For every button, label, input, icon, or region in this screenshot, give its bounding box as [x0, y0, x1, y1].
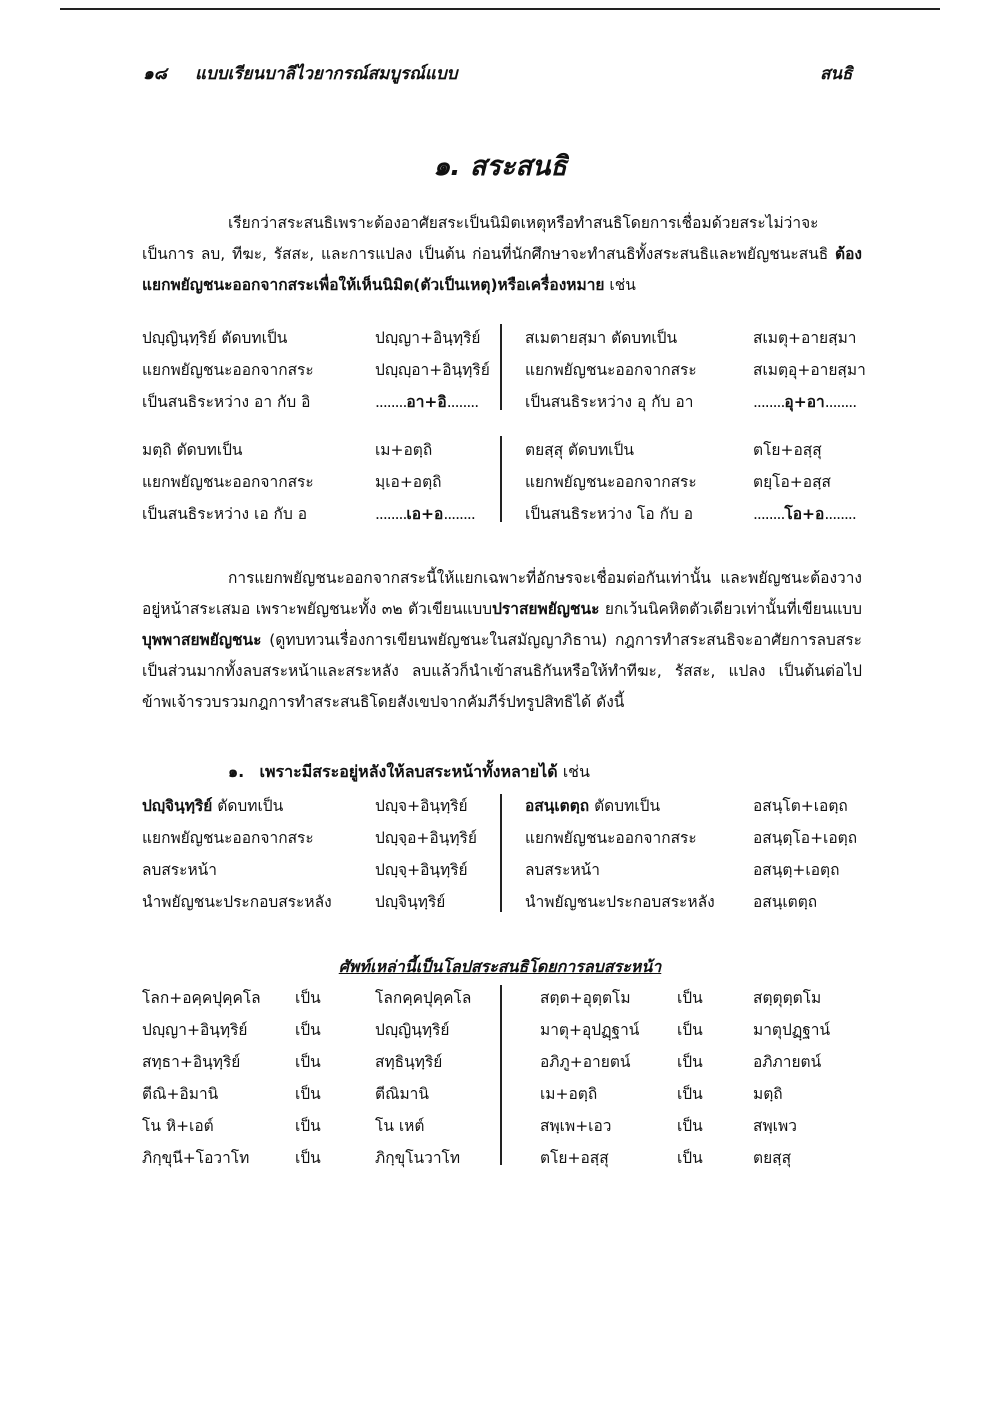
word-result: โน เหต์ [375, 1117, 425, 1135]
word-becomes: เป็น [677, 1117, 703, 1135]
word-becomes: เป็น [295, 1021, 321, 1039]
intro-text: เรียกว่าสระสนธิเพราะต้องอาศัยสระเป็นนิมิตเหตุหรือทำสนธิโดยการเชื่อมด้วยสระไม่ว่าจะเป็นการ ลบ, ทีฆะ, รัสสะ, และการแปลง เป็นต้น ก่อนที่นักศึกษาจะทำสนธิทั้งสระสนธิและพยัญชนะสนธิ [142, 214, 836, 263]
word-result: มาตุปฏฺฐาน์ [753, 1021, 831, 1039]
dots: ........ [753, 505, 785, 523]
rule-value: ปญฺจินฺทฺริย์ [375, 893, 446, 911]
rule-value: อสนฺตฺโอ+เอตฺถ [753, 829, 858, 847]
intro-bold: ต้องแยกพยัญชนะออกจากสระเพื่อให้เห็นนิมิต(ตัวเป็นเหตุ)หรือเครื่องหมาย [142, 245, 862, 294]
intro-paragraph [142, 208, 862, 301]
word-becomes: เป็น [295, 1053, 321, 1071]
rule-value: อสนฺตฺ+เอตฺถ [753, 861, 840, 879]
book-title: แบบเรียนบาลีไวยากรณ์สมบูรณ์แบบ [195, 64, 458, 84]
word-source: ตโย+อสฺสุ [540, 1149, 609, 1167]
example-step: ปญฺญินฺทฺริย์ ตัดบทเป็น [142, 329, 288, 347]
word-becomes: เป็น [295, 989, 321, 1007]
word-source: ภิกฺขุนี+โอวาโท [142, 1149, 250, 1167]
example-pair [375, 392, 478, 412]
example-step: แยกพยัญชนะออกจากสระ [525, 361, 697, 379]
dots: ........ [446, 393, 479, 411]
word-becomes: เป็น [677, 1085, 703, 1103]
word-result: ตยสฺสุ [753, 1149, 792, 1167]
word-becomes: เป็น [295, 1085, 321, 1103]
body-bold: ปราสยพยัญชนะ [492, 600, 600, 618]
word-result: ตีณิมานิ [375, 1085, 429, 1103]
dots: ........ [824, 393, 857, 411]
example-step: สเมตายสฺมา ตัดบทเป็น [525, 329, 678, 347]
word-source: ตีณิ+อิมานิ [142, 1085, 219, 1103]
body-text: (ดูทบทวนเรื่องการเขียนพยัญชนะในสมัญญาภิธาน) กฎการทำสระสนธิจะอาศัยการลบสระเป็นส่วนมากทั้งลบสระหน้าและสระหลัง ลบแล้วก็นำเข้าสนธิกันหรือให้ทำทีฆะ, รัสสะ, แปลง เป็นต้นต่อไป ข้าพเจ้ารวบรวมกฎการทำสระสนธิโดยสังเขปจากคัมภีร์ปทรูปสิทธิได้ ดังนี้ [142, 631, 862, 711]
body-bold: บุพพาสยพยัญชนะ [142, 631, 262, 649]
rule-suffix: เช่น [562, 762, 590, 781]
top-rule [60, 8, 940, 10]
example-value: สเมตุ+อายสฺมา [753, 329, 857, 347]
rule-value: ปญฺจฺ+อินฺทฺริย์ [375, 861, 468, 879]
word-becomes: เป็น [677, 1021, 703, 1039]
rule-step-text: ตัดบทเป็น [212, 797, 284, 815]
example-step: แยกพยัญชนะออกจากสระ [525, 473, 697, 491]
rule-step: นำพยัญชนะประกอบสระหลัง [142, 893, 332, 911]
example-value: มฺเอ+อตฺถิ [375, 473, 442, 491]
word-source: โลก+อคฺคปุคฺคโล [142, 989, 261, 1007]
divider [500, 794, 502, 912]
divider [500, 324, 502, 410]
example-step: เป็นสนธิระหว่าง โอ กับ อ [525, 505, 694, 523]
rule-step: ลบสระหน้า [142, 861, 217, 879]
word-list-heading: ศัพท์เหล่านี้เป็นโลปสระสนธิโดยการลบสระหน้า [338, 957, 662, 976]
word-source: โน หิ+เอต์ [142, 1117, 214, 1135]
rule-step [525, 796, 660, 816]
rule-value: อสนฺเตตฺถ [753, 893, 818, 911]
example-step: แยกพยัญชนะออกจากสระ [142, 473, 314, 491]
body-paragraph [142, 563, 862, 718]
page-title: ๑. สระสนธิ [433, 151, 567, 182]
rule-value: ปญฺจ+อินฺทฺริย์ [375, 797, 468, 815]
example-value: ตยฺโอ+อสฺส [753, 473, 831, 491]
example-pair [753, 392, 856, 412]
example-step: เป็นสนธิระหว่าง อุ กับ อา [525, 393, 694, 411]
word-result: สทฺธินฺทฺริย์ [375, 1053, 443, 1071]
rule-word: ปญฺจินฺทฺริย์ [142, 797, 213, 815]
rule-step: นำพยัญชนะประกอบสระหลัง [525, 893, 715, 911]
rule-step: แยกพยัญชนะออกจากสระ [525, 829, 697, 847]
example-pair [375, 504, 475, 524]
rule-value: ปญฺจฺอ+อินฺทฺริย์ [375, 829, 477, 847]
example-pair [753, 504, 856, 524]
rule-number: ๑. [228, 762, 245, 781]
body-text: การแยกพยัญชนะออกจากสระนี้ให้แยกเฉพาะที่อักษรจะเชื่อมต่อกันเท่านั้น และพยัญชนะต้องวางอยู่หน้าสระเสมอ เพราะพยัญชนะทั้ง ๓๒ ตัวเขียนแบบ [142, 569, 862, 618]
word-source: เม+อตฺถิ [540, 1085, 598, 1103]
rule-word: อสนฺเตตฺถ [525, 797, 590, 815]
word-result: มตฺถิ [753, 1085, 783, 1103]
rule-step: ลบสระหน้า [525, 861, 600, 879]
word-result: โลกคฺคปุคฺคโล [375, 989, 472, 1007]
rule-heading [228, 760, 590, 785]
dots: ........ [824, 505, 856, 523]
example-step: มตฺถิ ตัดบทเป็น [142, 441, 243, 459]
dots: ........ [375, 505, 407, 523]
word-result: อภิภายตน์ [753, 1053, 822, 1071]
vowel-pair: อา+อิ [406, 393, 447, 411]
word-result: ปญฺญินฺทฺริย์ [375, 1021, 450, 1039]
word-source: ปญฺญา+อินฺทฺริย์ [142, 1021, 248, 1039]
rule-title: เพราะมีสระอยู่หลังให้ลบสระหน้าทั้งหลายได้ [259, 762, 558, 781]
word-source: สตฺต+อุตฺตโม [540, 989, 631, 1007]
word-source: สพฺเพ+เอว [540, 1117, 612, 1135]
word-source: สทฺธา+อินฺทฺริย์ [142, 1053, 241, 1071]
example-value: สเมตฺอุ+อายสฺมา [753, 361, 866, 379]
word-becomes: เป็น [677, 1053, 703, 1071]
word-becomes: เป็น [677, 989, 703, 1007]
rule-step: แยกพยัญชนะออกจากสระ [142, 829, 314, 847]
word-result: สพฺเพว [753, 1117, 797, 1135]
word-result: ภิกฺขุโนวาโท [375, 1149, 461, 1167]
example-step: เป็นสนธิระหว่าง เอ กับ อ [142, 505, 308, 523]
dots: ........ [753, 393, 785, 411]
word-source: อภิภู+อายตน์ [540, 1053, 631, 1071]
dots: ........ [443, 505, 475, 523]
example-value: เม+อตฺถิ [375, 441, 433, 459]
example-step: เป็นสนธิระหว่าง อา กับ อิ [142, 393, 311, 411]
vowel-pair: โอ+อ [784, 505, 825, 523]
example-value: ปญฺญฺอา+อินฺทฺริย์ [375, 361, 490, 379]
rule-step-text: ตัดบทเป็น [589, 797, 661, 815]
rule-step [142, 796, 283, 816]
word-source: มาตุ+อุปฏฺฐาน์ [540, 1021, 640, 1039]
page-number: ๑๘ [143, 64, 167, 84]
body-text: ยกเว้นนิคหิตตัวเดียวเท่านั้นที่เขียนแบบ [599, 600, 862, 618]
vowel-pair: เอ+อ [406, 505, 444, 523]
dots: ........ [375, 393, 407, 411]
example-value: ปญฺญา+อินฺทฺริย์ [375, 329, 481, 347]
word-result: สตฺตุตฺตโม [753, 989, 822, 1007]
example-step: แยกพยัญชนะออกจากสระ [142, 361, 314, 379]
section-name: สนธิ [820, 64, 853, 84]
word-becomes: เป็น [677, 1149, 703, 1167]
word-becomes: เป็น [295, 1149, 321, 1167]
example-step: ตยสฺสุ ตัดบทเป็น [525, 441, 634, 459]
example-value: ตโย+อสฺสุ [753, 441, 822, 459]
divider [500, 436, 502, 522]
intro-suffix: เช่น [604, 276, 636, 294]
word-becomes: เป็น [295, 1117, 321, 1135]
vowel-pair: อุ+อา [784, 393, 825, 411]
rule-value: อสนฺโต+เอตฺถ [753, 797, 848, 815]
divider [500, 985, 502, 1165]
